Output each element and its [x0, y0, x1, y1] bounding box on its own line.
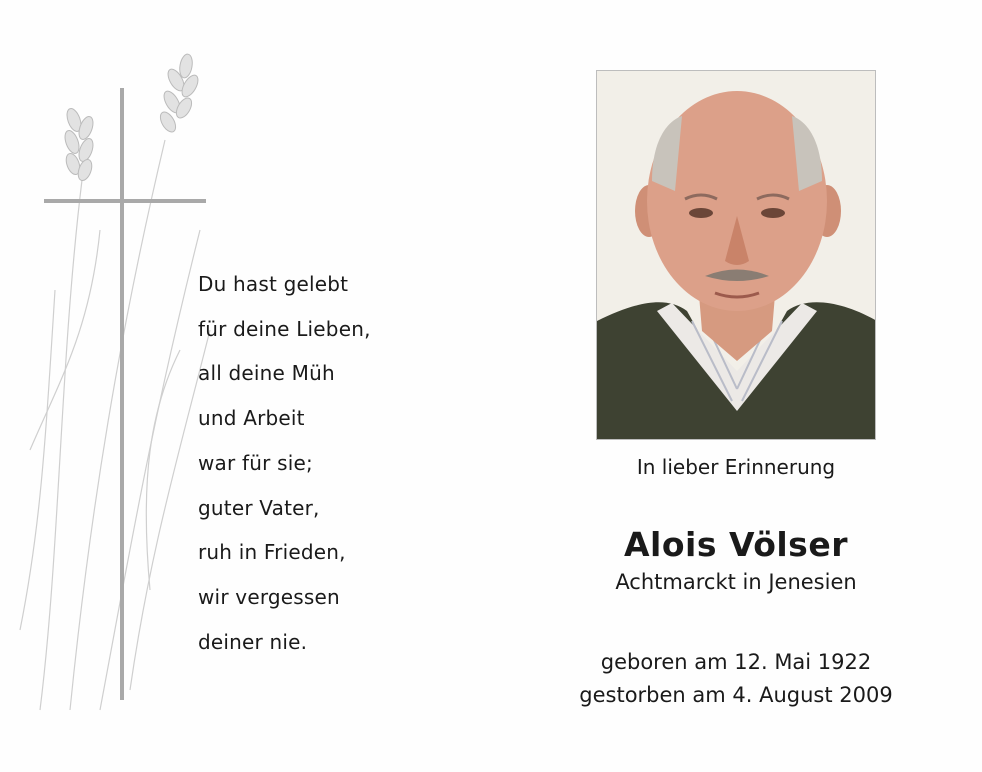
life-dates: [536, 646, 936, 712]
poem-line: war für sie;: [198, 450, 313, 475]
poem-line: all deine Müh: [198, 361, 335, 386]
birth-date: geboren am 12. Mai 1922: [600, 650, 872, 674]
deceased-name: Alois Völser: [624, 525, 848, 564]
poem-line: guter Vater,: [198, 495, 320, 520]
residence: Achtmarckt in Jenesien: [615, 570, 857, 594]
poem-line: wir vergessen: [198, 584, 340, 609]
death-date: gestorben am 4. August 2009: [579, 683, 893, 707]
poem-line: deiner nie.: [198, 629, 308, 654]
caption: In lieber Erinnerung: [636, 455, 836, 479]
poem-line: ruh in Frieden,: [198, 540, 346, 565]
poem-line: Du hast gelebt: [198, 272, 349, 296]
portrait-photo: [596, 70, 876, 440]
poem-line: für deine Lieben,: [198, 316, 371, 341]
poem-line: und Arbeit: [198, 406, 305, 431]
poem: [198, 262, 371, 664]
